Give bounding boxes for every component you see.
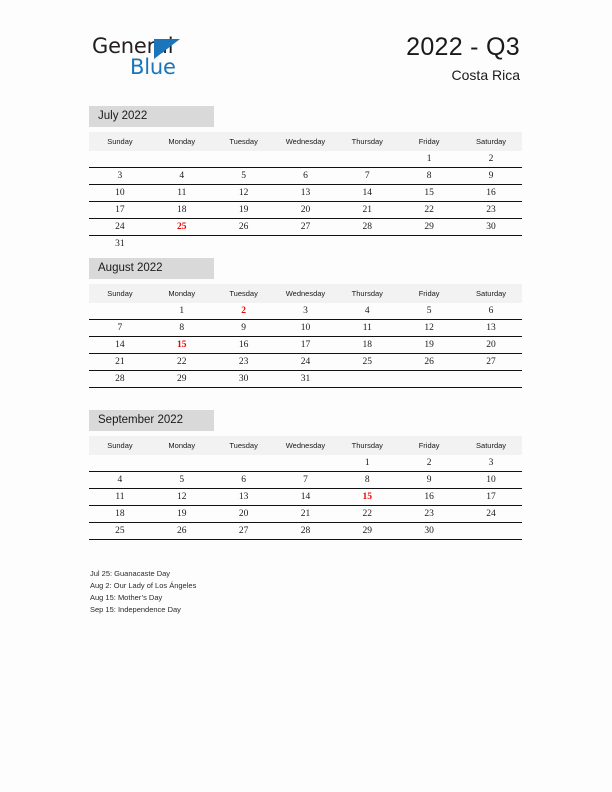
day-cell[interactable]: 26 — [398, 354, 460, 371]
month-block — [89, 258, 522, 388]
day-cell[interactable]: 1 — [364, 458, 370, 468]
day-cell-empty — [398, 236, 460, 253]
weekday-header-monday: Monday — [151, 436, 213, 455]
day-cell-empty — [460, 371, 522, 388]
logo-text-blue: Blue — [130, 55, 176, 79]
day-cell[interactable]: 3 — [89, 168, 151, 185]
week-row — [89, 472, 522, 489]
weekday-header-sunday: Sunday — [89, 284, 151, 303]
day-cell[interactable]: 10 — [275, 320, 337, 337]
day-cell-empty — [336, 371, 398, 388]
weekday-header-row — [89, 284, 522, 303]
month-block — [89, 410, 522, 540]
day-cell[interactable]: 16 — [213, 337, 275, 354]
day-cell[interactable]: 7 — [89, 320, 151, 337]
day-cell[interactable]: 28 — [275, 523, 337, 540]
day-cell[interactable]: 29 — [336, 523, 398, 540]
day-cell[interactable]: 5 — [426, 306, 432, 316]
weekday-header-row — [89, 436, 522, 455]
day-cell[interactable]: 22 — [336, 506, 398, 523]
day-cell[interactable]: 23 — [213, 354, 275, 371]
day-cell-empty — [89, 303, 151, 320]
day-cell[interactable]: 25 — [89, 523, 151, 540]
month-title: September 2022 — [89, 410, 214, 431]
day-cell[interactable]: 17 — [89, 202, 151, 219]
weekday-header-thursday: Thursday — [336, 132, 398, 151]
day-cell[interactable]: 10 — [460, 472, 522, 489]
day-cell[interactable]: 20 — [460, 337, 522, 354]
day-cell[interactable]: 27 — [460, 354, 522, 371]
week-row — [89, 236, 522, 253]
day-cell[interactable]: 12 — [213, 185, 275, 202]
day-cell[interactable]: 8 — [151, 320, 213, 337]
day-cell[interactable]: 3 — [303, 306, 308, 316]
day-cell[interactable]: 9 — [460, 168, 522, 185]
day-cell[interactable]: 28 — [89, 371, 151, 388]
day-cell-holiday[interactable]: 15 — [151, 337, 213, 354]
day-cell[interactable]: 27 — [213, 523, 275, 540]
day-cell[interactable]: 14 — [275, 489, 337, 506]
day-cell[interactable]: 19 — [151, 506, 213, 523]
day-cell[interactable]: 7 — [336, 168, 398, 185]
day-cell[interactable]: 18 — [89, 506, 151, 523]
day-cell[interactable]: 25 — [336, 354, 398, 371]
day-cell[interactable]: 31 — [275, 371, 337, 388]
page-header — [0, 0, 612, 100]
day-cell[interactable]: 11 — [89, 489, 151, 506]
day-cell[interactable]: 8 — [336, 472, 398, 489]
weekday-header-monday: Monday — [151, 284, 213, 303]
day-cell-empty — [89, 151, 151, 168]
day-cell[interactable]: 13 — [213, 489, 275, 506]
weekday-header-wednesday: Wednesday — [275, 284, 337, 303]
day-cell-empty — [213, 236, 275, 253]
holiday-legend-item: Aug 2: Our Lady of Los Ángeles — [90, 581, 197, 591]
day-cell[interactable]: 1 — [426, 154, 432, 164]
day-cell[interactable]: 6 — [213, 472, 275, 489]
day-cell[interactable]: 15 — [398, 185, 460, 202]
day-cell[interactable]: 16 — [460, 185, 522, 202]
week-row — [89, 337, 522, 354]
week-row — [89, 320, 522, 337]
weekday-header-wednesday: Wednesday — [275, 132, 337, 151]
day-cell[interactable]: 4 — [89, 472, 151, 489]
weekday-header-wednesday: Wednesday — [275, 436, 337, 455]
day-cell[interactable]: 20 — [275, 202, 337, 219]
day-cell[interactable]: 28 — [336, 219, 398, 236]
week-row — [89, 303, 522, 320]
weekday-header-saturday: Saturday — [460, 436, 522, 455]
day-cell[interactable]: 4 — [364, 306, 370, 316]
weekday-header-tuesday: Tuesday — [213, 132, 275, 151]
week-row — [89, 354, 522, 371]
logo-text-general: General — [92, 34, 174, 58]
page-title: 2022 - Q3 — [406, 33, 520, 61]
day-cell[interactable]: 26 — [213, 219, 275, 236]
weekday-header-tuesday: Tuesday — [213, 284, 275, 303]
day-cell[interactable]: 18 — [336, 337, 398, 354]
week-row — [89, 455, 522, 472]
day-cell-empty — [460, 236, 522, 253]
brand-logo[interactable] — [92, 34, 222, 82]
day-cell[interactable]: 6 — [275, 168, 337, 185]
day-cell[interactable]: 30 — [213, 371, 275, 388]
week-row — [89, 506, 522, 523]
week-row — [89, 185, 522, 202]
day-cell[interactable]: 19 — [398, 337, 460, 354]
month-title: July 2022 — [89, 106, 214, 127]
day-cell[interactable]: 24 — [275, 354, 337, 371]
day-cell[interactable]: 23 — [398, 506, 460, 523]
weekday-header-friday: Friday — [398, 284, 460, 303]
day-cell[interactable]: 21 — [336, 202, 398, 219]
holiday-legend-item: Jul 25: Guanacaste Day — [90, 569, 171, 578]
day-cell-empty — [213, 151, 275, 168]
weekday-header-sunday: Sunday — [89, 132, 151, 151]
day-cell[interactable]: 23 — [460, 202, 522, 219]
calendar-table — [89, 436, 522, 540]
week-row — [89, 219, 522, 236]
day-cell[interactable]: 13 — [275, 185, 337, 202]
day-cell-empty — [213, 455, 275, 472]
day-cell[interactable]: 30 — [398, 523, 460, 540]
calendar-table — [89, 284, 522, 388]
week-row — [89, 489, 522, 506]
day-cell-empty — [275, 151, 337, 168]
weekday-header-saturday: Saturday — [460, 284, 522, 303]
day-cell[interactable]: 14 — [89, 337, 151, 354]
weekday-header-monday: Monday — [151, 132, 213, 151]
day-cell[interactable]: 29 — [398, 219, 460, 236]
day-cell-holiday[interactable]: 25 — [151, 219, 213, 236]
page-subtitle: Costa Rica — [451, 67, 520, 83]
day-cell[interactable]: 29 — [151, 371, 213, 388]
week-row — [89, 371, 522, 388]
holiday-legend — [90, 568, 470, 616]
day-cell-empty — [336, 236, 398, 253]
day-cell[interactable]: 21 — [275, 506, 337, 523]
day-cell[interactable]: 4 — [151, 168, 213, 185]
day-cell[interactable]: 5 — [213, 168, 275, 185]
day-cell[interactable]: 24 — [460, 506, 522, 523]
calendar-table — [89, 132, 522, 252]
day-cell[interactable]: 12 — [151, 489, 213, 506]
day-cell[interactable]: 16 — [398, 489, 460, 506]
day-cell[interactable]: 3 — [488, 458, 494, 468]
day-cell[interactable]: 6 — [488, 306, 494, 316]
day-cell-empty — [89, 455, 151, 472]
day-cell[interactable]: 27 — [275, 219, 337, 236]
day-cell[interactable]: 8 — [398, 168, 460, 185]
day-cell-empty — [275, 236, 337, 253]
week-row — [89, 168, 522, 185]
day-cell[interactable]: 13 — [460, 320, 522, 337]
day-cell[interactable]: 31 — [89, 236, 151, 253]
week-row — [89, 202, 522, 219]
weekday-header-sunday: Sunday — [89, 436, 151, 455]
day-cell[interactable]: 11 — [151, 185, 213, 202]
month-block — [89, 106, 522, 252]
day-cell[interactable]: 9 — [398, 472, 460, 489]
day-cell[interactable]: 5 — [151, 472, 213, 489]
day-cell[interactable]: 26 — [151, 523, 213, 540]
day-cell[interactable]: 7 — [275, 472, 337, 489]
day-cell[interactable]: 1 — [179, 306, 185, 316]
holiday-legend-item: Sep 15: Independence Day — [90, 605, 181, 615]
day-cell[interactable]: 14 — [336, 185, 398, 202]
day-cell-holiday[interactable]: 2 — [241, 306, 246, 316]
weekday-header-tuesday: Tuesday — [213, 436, 275, 455]
day-cell-empty — [398, 371, 460, 388]
weekday-header-friday: Friday — [398, 436, 460, 455]
day-cell[interactable]: 24 — [89, 219, 151, 236]
day-cell-empty — [460, 523, 522, 540]
day-cell-empty — [151, 151, 213, 168]
month-title: August 2022 — [89, 258, 214, 279]
day-cell-empty — [336, 151, 398, 168]
day-cell[interactable]: 17 — [460, 489, 522, 506]
day-cell-holiday[interactable]: 15 — [336, 489, 398, 506]
day-cell[interactable]: 22 — [398, 202, 460, 219]
day-cell[interactable]: 12 — [398, 320, 460, 337]
day-cell[interactable]: 9 — [213, 320, 275, 337]
day-cell[interactable]: 18 — [151, 202, 213, 219]
day-cell[interactable]: 22 — [151, 354, 213, 371]
day-cell[interactable]: 17 — [275, 337, 337, 354]
week-row — [89, 151, 522, 168]
day-cell-empty — [275, 455, 337, 472]
weekday-header-friday: Friday — [398, 132, 460, 151]
day-cell[interactable]: 30 — [460, 219, 522, 236]
day-cell[interactable]: 21 — [89, 354, 151, 371]
holiday-legend-item: Aug 15: Mother’s Day — [90, 593, 163, 603]
day-cell[interactable]: 2 — [488, 154, 494, 164]
day-cell-empty — [151, 236, 213, 253]
day-cell[interactable]: 19 — [213, 202, 275, 219]
day-cell-empty — [151, 455, 213, 472]
weekday-header-row — [89, 132, 522, 151]
day-cell[interactable]: 2 — [426, 458, 432, 468]
day-cell[interactable]: 11 — [336, 320, 398, 337]
day-cell[interactable]: 20 — [213, 506, 275, 523]
weekday-header-saturday: Saturday — [460, 132, 522, 151]
day-cell[interactable]: 10 — [89, 185, 151, 202]
title-block — [406, 32, 520, 85]
weekday-header-thursday: Thursday — [336, 284, 398, 303]
week-row — [89, 523, 522, 540]
weekday-header-thursday: Thursday — [336, 436, 398, 455]
